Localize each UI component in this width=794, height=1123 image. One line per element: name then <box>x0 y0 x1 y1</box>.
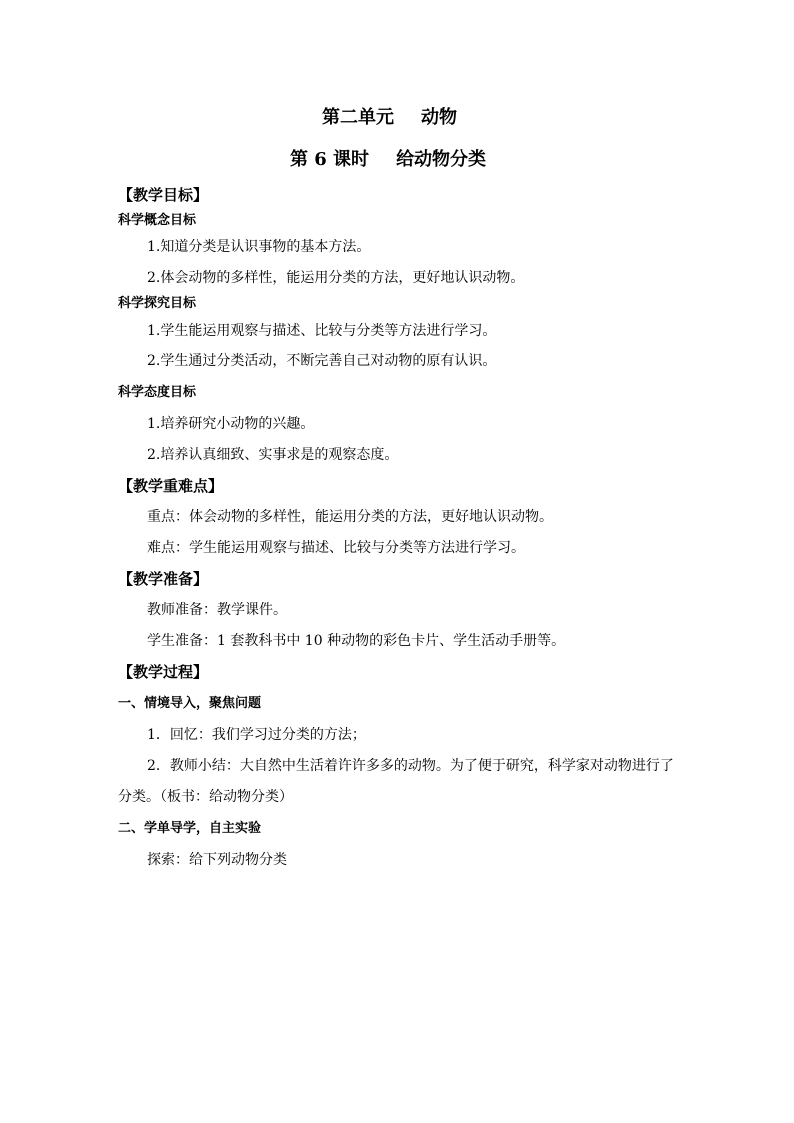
key-points-heading: 【教学重难点】 <box>118 477 224 495</box>
inquiry-objective-1: 1.学生能运用观察与描述、比较与分类等方法进行学习。 <box>147 323 497 339</box>
inquiry-objectives-title: 科学探究目标 <box>118 296 197 311</box>
inquiry-objective-2: 2.学生通过分类活动，不断完善自己对动物的原有认识。 <box>147 353 497 369</box>
teacher-preparation: 教师准备：教学课件。 <box>147 602 287 618</box>
section-1-title: 一、情境导入，聚焦问题 <box>118 696 262 711</box>
section-2-title: 二、学单导学，自主实验 <box>118 821 262 836</box>
section-1-item-1: 1．回忆：我们学习过分类的方法； <box>147 727 366 743</box>
concept-objective-1: 1.知道分类是认识事物的基本方法。 <box>147 239 371 255</box>
key-point: 重点：体会动物的多样性，能运用分类的方法，更好地认识动物。 <box>147 509 553 525</box>
process-heading: 【教学过程】 <box>118 663 209 681</box>
unit-title: 第二单元 动物 <box>322 107 457 128</box>
attitude-objective-1: 1.培养研究小动物的兴趣。 <box>147 416 315 432</box>
concept-objective-2: 2.体会动物的多样性，能运用分类的方法，更好地认识动物。 <box>147 270 525 286</box>
objectives-heading: 【教学目标】 <box>118 186 209 204</box>
difficult-point: 难点：学生能运用观察与描述、比较与分类等方法进行学习。 <box>147 540 525 556</box>
concept-objectives-title: 科学概念目标 <box>118 213 197 228</box>
attitude-objectives-title: 科学态度目标 <box>118 385 197 400</box>
section-1-item-2-continued: 分类。（板书：给动物分类） <box>118 789 293 805</box>
attitude-objective-2: 2.培养认真细致、实事求是的观察态度。 <box>147 447 399 463</box>
section-1-item-2: 2．教师小结：大自然中生活着许许多多的动物。为了便于研究，科学家对动物进行了 <box>147 758 674 774</box>
lesson-title: 第 6 课时 给动物分类 <box>290 149 487 170</box>
section-2-item-1: 探索：给下列动物分类 <box>147 852 287 868</box>
preparation-heading: 【教学准备】 <box>118 570 209 588</box>
student-preparation: 学生准备：1 套教科书中 10 种动物的彩色卡片、学生活动手册等。 <box>147 633 566 649</box>
